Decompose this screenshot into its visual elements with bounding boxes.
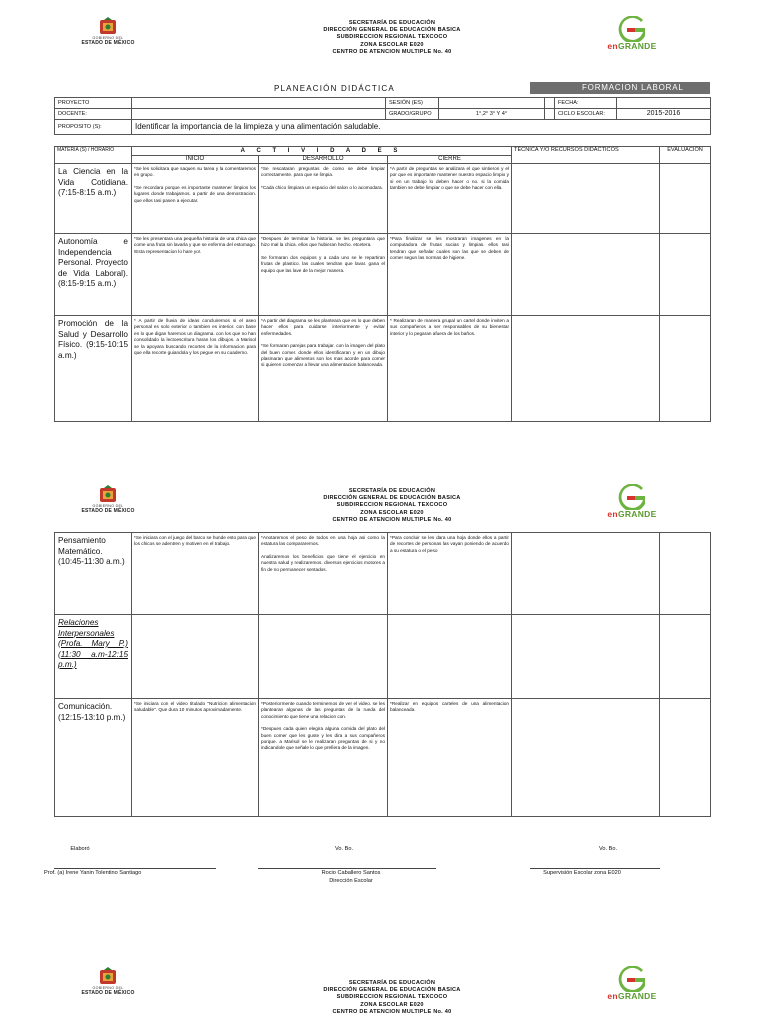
header-line: CENTRO DE ATENCION MULTIPLE No. 40 bbox=[332, 48, 452, 55]
inicio-cell bbox=[132, 316, 259, 422]
activity-text: Se formaran dos equipos y a cada uno se le repartiran frutas de plastico. las cuales tendran que lavar. gana el equipo que las lave de la mejor manera. bbox=[261, 254, 385, 273]
activity-text: *Se les presentara una pequeña historia de una chica que come una fruta sin lavarla y que se enferma del estomago. !Esta representacion lo hare yo!. bbox=[134, 236, 256, 254]
header-institution bbox=[272, 488, 512, 524]
materia-cell: Pensamiento Matemático. (10:45-11:30 a.m.) bbox=[55, 533, 132, 615]
activity-text: *Se les solicitara que saquen su tarea y la comentaremos en grupo. bbox=[134, 166, 256, 178]
desarrollo-cell bbox=[259, 234, 388, 316]
gobierno-estado-mexico-logo bbox=[76, 484, 140, 522]
engrande-suffix: GRANDE bbox=[617, 991, 657, 1001]
info-table bbox=[54, 97, 711, 135]
cierre-cell bbox=[388, 615, 512, 699]
evaluacion-cell bbox=[660, 533, 711, 615]
header-line: SUBDIRECCION REGIONAL TEXCOCO bbox=[336, 502, 448, 509]
evaluacion-cell bbox=[660, 316, 711, 422]
activities-table-2 bbox=[54, 532, 711, 817]
fecha-value bbox=[617, 98, 711, 109]
tecnica-cell bbox=[512, 164, 660, 234]
g-logo-icon bbox=[615, 966, 649, 992]
inicio-cell bbox=[132, 533, 259, 615]
header-line: DIRECCIÓN GENERAL DE EDUCACIÓN BASICA bbox=[323, 495, 461, 502]
header-line: DIRECCIÓN GENERAL DE EDUCACIÓN BASICA bbox=[323, 27, 461, 34]
tecnica-cell bbox=[512, 533, 660, 615]
grado-label: GRADO/GRUPO bbox=[386, 109, 439, 120]
spacer-cell bbox=[545, 98, 555, 109]
tecnica-header: TÉCNICA Y/O RECURSOS DIDÁCTICOS bbox=[512, 147, 660, 164]
header-line: ZONA ESCOLAR E020 bbox=[360, 509, 424, 516]
activity-text: *Realizar en equipos carteles de una alimentacion balanceada. bbox=[390, 701, 509, 713]
fecha-label: FECHA: bbox=[555, 98, 617, 109]
evaluacion-cell bbox=[660, 234, 711, 316]
inicio-cell bbox=[132, 699, 259, 817]
evaluacion-cell bbox=[660, 699, 711, 817]
header-line: CENTRO DE ATENCION MULTIPLE No. 40 bbox=[332, 1008, 452, 1015]
inicio-header: INICIO bbox=[132, 156, 259, 164]
desarrollo-cell bbox=[259, 164, 388, 234]
activity-text: *Despues cada quien elegira alguna comida del plato del buen comer que les guste y les dira a sus compañeros porque. a Marisol se le realizaran preguntas de si y no indicandole que señale lo que prefiera de la imagen. bbox=[261, 726, 385, 751]
signature-line bbox=[258, 868, 436, 869]
activity-text: * Realizaran de manera grupal un cartel donde inviten a sus compañeros a ser responsables de su bienestar interior y lo pegaran afuera de los baños. bbox=[390, 318, 510, 336]
tecnica-cell bbox=[512, 234, 660, 316]
docente-label: DOCENTE: bbox=[55, 109, 132, 120]
desarrollo-cell bbox=[259, 533, 388, 615]
gobierno-estado-mexico-logo bbox=[76, 16, 140, 54]
materia-cell: Autonomía e Independencia Personal. Proyecto de Vida Laboral). (8:15-9:15 a.m.) bbox=[55, 234, 132, 316]
materia-cell: Promoción de la Salud y Desarrollo Físico. (9:15-10:15 a.m.) bbox=[55, 316, 132, 422]
desarrollo-cell bbox=[259, 316, 388, 422]
director-role: Dirección Escolar bbox=[329, 878, 373, 884]
activity-text: Analizaremos los beneficios que tiene el ejercicio en nuestra salud y realizaremos. diversos ejercicios motores a fin de no permanecer sentados. bbox=[261, 553, 385, 572]
engrande-logo bbox=[596, 484, 668, 524]
proposito-value: Identificar la importancia de la limpieza y una alimentación saludable. bbox=[132, 120, 711, 135]
activity-text: *Se formaran parejas para trabajar. con la imagen del plato del buen comer. donde ellos identificaran y en un dibujo plasmaran que alimentos son los mas acorde para comer si quieren comenzar a llevar una alimentacion balanceada. bbox=[261, 343, 385, 368]
activity-text: *Para finalizar se les mostraran imagenes en la computadora de frutas sucias y limpias. ellos Iasi tendran que señalar cuales son las que se deben de comer segun las normas de higiene. bbox=[390, 236, 510, 261]
materia-header: MATERIA (S) / HORARIO bbox=[55, 147, 132, 164]
logo-big-text: ESTADO DE MÉXICO bbox=[81, 508, 135, 514]
inicio-cell bbox=[132, 615, 259, 699]
desarrollo-header: DESARROLLO bbox=[259, 156, 388, 164]
header-line: ZONA ESCOLAR E020 bbox=[360, 41, 424, 48]
spacer-cell bbox=[545, 109, 555, 120]
signature-line bbox=[530, 868, 660, 869]
activity-text: *Posteriormente cuando terminemos de ver el video. se les plantearan algunas de las preguntas de la rueda del conocimiento que tiene una relacion con. bbox=[261, 701, 385, 719]
engrande-suffix: GRANDE bbox=[617, 41, 657, 51]
cierre-cell bbox=[388, 533, 512, 615]
activity-text: *Se recordara porque es importante mantener limpios los lugares donde trabajamos. a partir de una demostracion. que ellos Iasi pasen a ejecutar. bbox=[134, 184, 256, 203]
g-logo-icon bbox=[615, 16, 649, 42]
header-line: SECRETARÍA DE EDUCACIÓN bbox=[348, 980, 436, 986]
engrande-text bbox=[607, 510, 656, 519]
engrande-logo bbox=[596, 966, 668, 1006]
logo-small-text: GOBIERNO DEL bbox=[92, 986, 124, 990]
materia-cell: Comunicación. (12:15-13:10 p.m.) bbox=[55, 699, 132, 817]
proyecto-label: PROYECTO bbox=[55, 98, 132, 109]
header-institution bbox=[272, 20, 512, 56]
header-line: DIRECCIÓN GENERAL DE EDUCACIÓN BASICA bbox=[323, 987, 461, 994]
logo-big-text: ESTADO DE MÉXICO bbox=[81, 990, 135, 996]
engrande-text bbox=[607, 42, 656, 51]
activities-table-1 bbox=[54, 146, 711, 422]
docente-value bbox=[132, 109, 386, 120]
formacion-banner: FORMACION LABORAL bbox=[530, 82, 710, 94]
header-line: CENTRO DE ATENCION MULTIPLE No. 40 bbox=[332, 516, 452, 523]
director-name: Rocio Caballero Santos bbox=[321, 870, 381, 876]
coat-of-arms-icon bbox=[97, 16, 119, 36]
activity-text: *Se iniciara con el video titulado "Nutricion alimentacion saludable". Que dura 10 minutos aproximadamente. bbox=[134, 701, 256, 713]
evaluacion-cell bbox=[660, 164, 711, 234]
cierre-cell bbox=[388, 234, 512, 316]
gobierno-estado-mexico-logo bbox=[76, 966, 140, 1004]
logo-big-text: ESTADO DE MÉXICO bbox=[81, 40, 135, 46]
activity-text: *Para concluir se les dara una hoja donde ellos a partir de recortes de personas las vayan poniendo de acuerdo a su estatura o el peso bbox=[390, 535, 509, 553]
activity-text: * A partir de lluvia de ideas concluiremos si el aseo personal es solo exterior o tambien es interior. con base en lo que digan haremos un diagrama. con los que no han consolidado la lectoescritura haran los dibujos. a Marisol se la apoyara buscando recortes de la informacion para que ella recorte guiandola y los pegue en su cuaderno. bbox=[134, 318, 256, 356]
teacher-name: Prof. (a) Irene Yanin Tolentino Santiago bbox=[44, 870, 142, 876]
cierre-cell bbox=[388, 699, 512, 817]
desarrollo-cell bbox=[259, 615, 388, 699]
activity-text: *Se rescataran preguntas de como se debe limpiar correctamente. para que se limpia. bbox=[261, 166, 385, 178]
elaboro-label: Elaboró bbox=[70, 846, 90, 852]
evaluacion-cell bbox=[660, 615, 711, 699]
logo-small-text: GOBIERNO DEL bbox=[92, 36, 124, 40]
header-line: SUBDIRECCION REGIONAL TEXCOCO bbox=[336, 994, 448, 1001]
ciclo-value: 2015-2016 bbox=[617, 109, 711, 120]
activity-text: *Cada chico limpiara un espacio del salon o lo acomodara. bbox=[261, 184, 383, 190]
coat-of-arms-icon bbox=[97, 966, 119, 986]
cierre-header: CIERRE bbox=[388, 156, 512, 164]
tecnica-cell bbox=[512, 316, 660, 422]
inicio-cell bbox=[132, 164, 259, 234]
cierre-cell bbox=[388, 164, 512, 234]
vobo-label: Vo. Bo. bbox=[334, 846, 354, 852]
header-institution bbox=[272, 980, 512, 1016]
tecnica-cell bbox=[512, 615, 660, 699]
activity-text: *A partir del diagrama se les planteara que es lo que deben hacer ellos para cuidarse interiormente y evitar enfermedades. bbox=[261, 318, 385, 336]
engrande-prefix: en bbox=[607, 41, 618, 51]
header-line: ZONA ESCOLAR E020 bbox=[360, 1001, 424, 1008]
engrande-prefix: en bbox=[607, 991, 618, 1001]
grado-value: 1°,2° 3° Y 4° bbox=[439, 109, 545, 120]
header-line: SECRETARÍA DE EDUCACIÓN bbox=[348, 488, 436, 494]
cierre-cell bbox=[388, 316, 512, 422]
signature-line bbox=[54, 868, 216, 869]
logo-small-text: GOBIERNO DEL bbox=[92, 504, 124, 508]
inicio-cell bbox=[132, 234, 259, 316]
ciclo-label: CICLO ESCOLAR: bbox=[555, 109, 617, 120]
activity-text: *A partir de preguntas se analizara el que sintieron y el por que es importante mantener nuestro espacio limpio y si en un trabajo lo deben hacer o no. si la comida tambien se debe limpiar o que se debe hacer con ella. bbox=[390, 166, 510, 191]
tecnica-cell bbox=[512, 699, 660, 817]
header-line: SUBDIRECCION REGIONAL TEXCOCO bbox=[336, 34, 448, 41]
engrande-logo bbox=[596, 16, 668, 56]
supervision-label: Supervisión Escolar zona E020 bbox=[543, 870, 621, 876]
vobo-label: Vo. Bo. bbox=[598, 846, 618, 852]
activity-text: *Anotaremos el peso de todos en una hoja asi como la estatura las compararemos. bbox=[261, 535, 385, 547]
sesion-value bbox=[439, 98, 545, 109]
engrande-suffix: GRANDE bbox=[617, 509, 657, 519]
g-logo-icon bbox=[615, 484, 649, 510]
sesion-label: SESIÓN (ES) bbox=[386, 98, 439, 109]
engrande-text bbox=[607, 992, 656, 1001]
proyecto-value bbox=[132, 98, 386, 109]
evaluacion-header: EVALUACIÓN bbox=[660, 147, 711, 164]
desarrollo-cell bbox=[259, 699, 388, 817]
materia-cell: La Ciencia en la Vida Cotidiana. (7:15-8:15 a.m.) bbox=[55, 164, 132, 234]
materia-cell: Relaciones Interpersonales (Profa. Mary P.) (11:30 a.m-12:15 p.m.) bbox=[55, 615, 132, 699]
coat-of-arms-icon bbox=[97, 484, 119, 504]
header-line: SECRETARÍA DE EDUCACIÓN bbox=[348, 20, 436, 26]
engrande-prefix: en bbox=[607, 509, 618, 519]
page-title: PLANEACIÓN DIDÁCTICA bbox=[274, 84, 395, 93]
actividades-header: A C T I V I D A D E S bbox=[132, 147, 512, 156]
proposito-label: PROPOSITO (S): bbox=[55, 120, 132, 135]
activity-text: *Despues de terminar la historia. se les preguntara que hizo mal la chica. ellos que hubieran hecho. etcetera. bbox=[261, 236, 385, 248]
activity-text: *Se iniciara con el juego del barco se hunde esto para que los chicos se adentren y motiven en el trabajo. bbox=[134, 535, 256, 547]
